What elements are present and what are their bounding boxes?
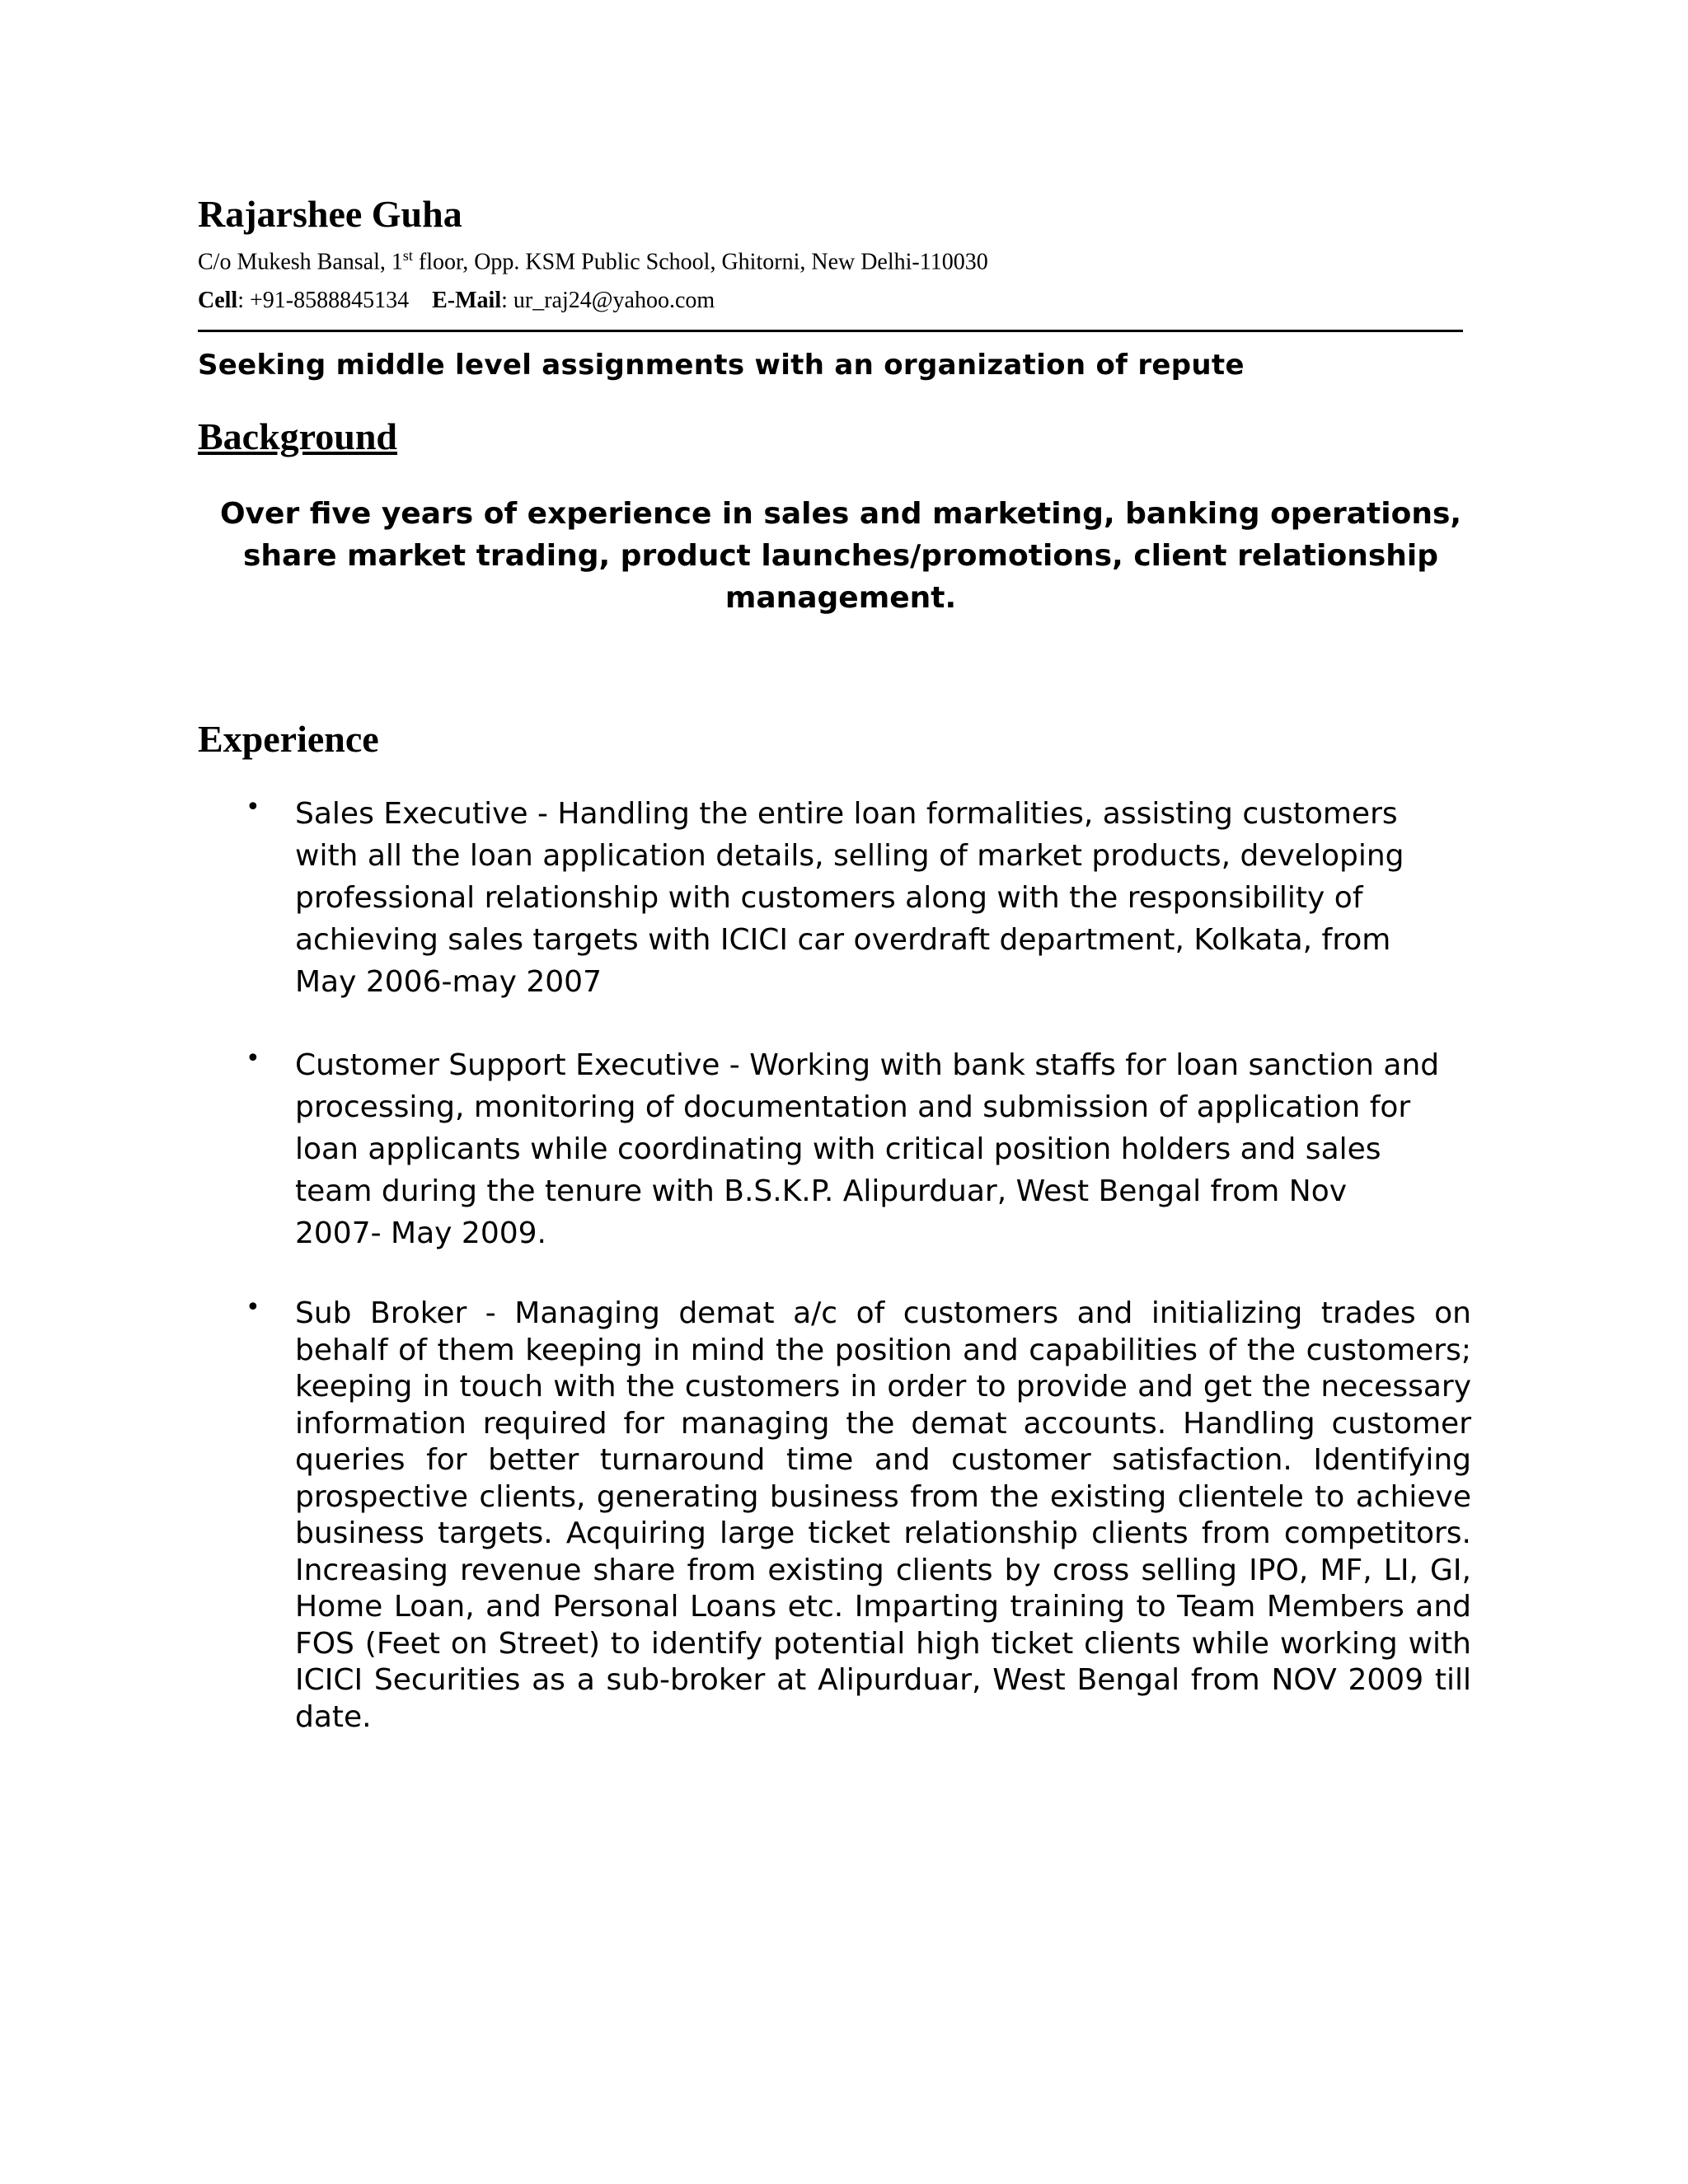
background-summary: Over five years of experience in sales and marketing, banking operations, share market trading, product launches/promotions, client relationship management. xyxy=(219,497,1462,615)
address-superscript: st xyxy=(402,247,413,264)
experience-item-customer-support xyxy=(198,1044,1471,1296)
email-label: E-Mail xyxy=(432,288,502,313)
bullet-icon: • xyxy=(246,793,260,822)
experience-item-text: Sales Executive - Handling the entire loan formalities, assisting customers with all the loan application details, selling of market products, developing professional relationship with customers along with the responsibility of achieving sales targets with ICICI car overdraft department, Kolkata, from May 2006-may 2007 xyxy=(295,797,1404,999)
experience-list xyxy=(198,793,1471,1736)
experience-item-text: Customer Support Executive - Working with bank staffs for loan sanction and processing, monitoring of documentation and submission of application for loan applicants while coordinating with critical position holders and sales team during the tenure with B.S.K.P. Alipurduar, West Bengal from Nov 2007- May 2009. xyxy=(295,1048,1440,1250)
cell-value: : +91-8588845134 xyxy=(237,288,410,313)
bullet-icon: • xyxy=(246,1293,260,1322)
candidate-name: Rajarshee Guha xyxy=(198,193,462,235)
bullet-icon: • xyxy=(246,1044,260,1073)
experience-item-text: Sub Broker - Managing demat a/c of customers and initializing trades on behalf of them keeping in mind the position and capabilities of the customers; keeping in touch with the customers in order to provide and get the necessary information required for managing the demat accounts. Handling customer queries for better turnaround time and customer satisfaction. Identifying prospective clients, generating business from the existing clientele to achieve business targets. Acquiring large ticket relationship clients from competitors. Increasing revenue share from existing clients by cross selling IPO, MF, LI, GI, Home Loan, and Personal Loans etc. Imparting training to Team Members and FOS (Feet on Street) to identify potential high ticket clients while working with ICICI Securities as a sub-broker at Alipurduar, West Bengal from NOV 2009 till date. xyxy=(295,1296,1471,1734)
background-heading: Background xyxy=(198,415,398,457)
experience-item-sub-broker xyxy=(198,1293,1471,1736)
experience-heading: Experience xyxy=(198,718,379,760)
cell-label: Cell xyxy=(198,288,238,313)
contact-line xyxy=(198,287,715,315)
address-prefix: C/o Mukesh Bansal, 1 xyxy=(198,249,403,275)
objective-statement: Seeking middle level assignments with an organization of repute xyxy=(198,349,1245,382)
email-value: : ur_raj24@yahoo.com xyxy=(501,288,715,313)
experience-item-sales-executive xyxy=(198,793,1471,1044)
header-divider xyxy=(198,330,1463,332)
address-suffix: floor, Opp. KSM Public School, Ghitorni, New Delhi-110030 xyxy=(412,249,988,275)
address-line xyxy=(198,247,988,276)
